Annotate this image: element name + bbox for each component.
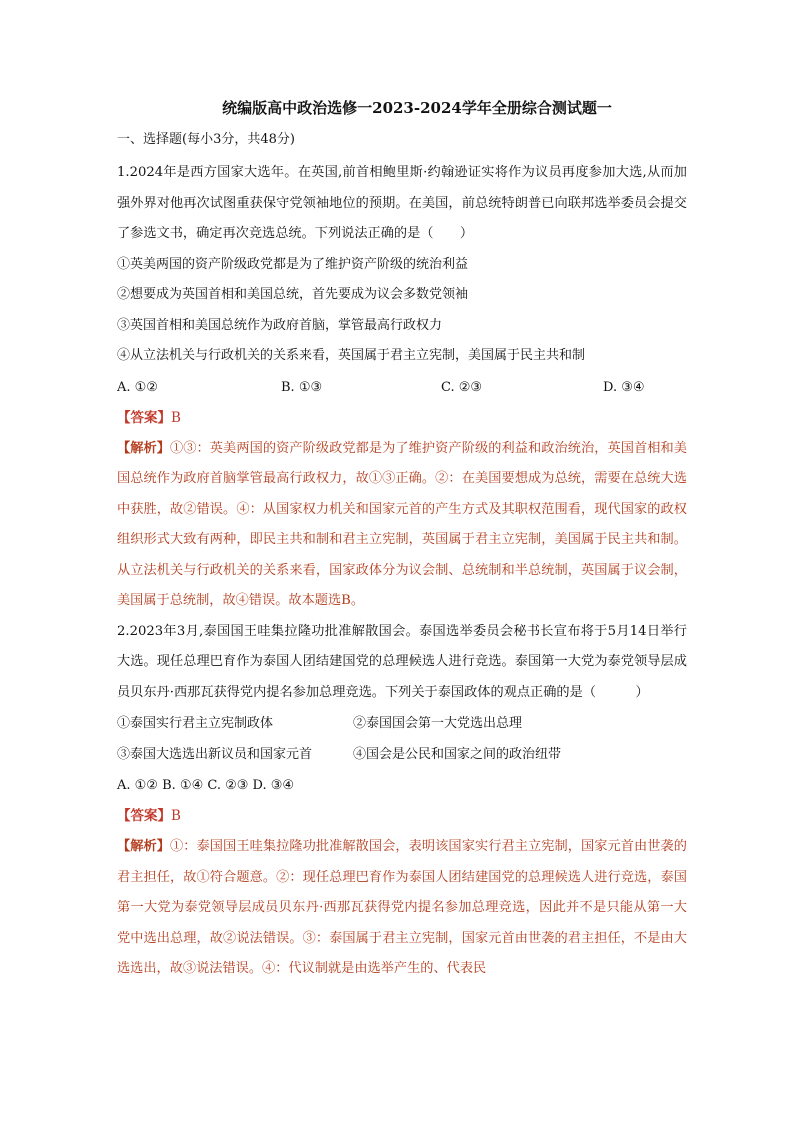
answer-tag: 【答案】 (117, 808, 171, 824)
question-2-option-3: ③泰国大选选出新议员和国家元首 (117, 747, 313, 762)
answer-value: B (171, 409, 181, 426)
section-heading: 一、选择题(每小3分，共48分) (117, 132, 295, 147)
question-1-option-4: ④从立法机关与行政机关的关系来看，英国属于君主立宪制，美国属于民主共和制 (117, 348, 586, 363)
question-1-analysis (117, 434, 687, 617)
question-2-stem: 2.2023年3月,泰国国王哇集拉隆功批准解散国会。泰国选举委员会秘书长宣布将于5月14日举行大选。现任总理巴育作为泰国人团结建国党的总理候选人进行竞选。泰国第一大党为泰党领导层成员贝东丹·西那瓦获得党内提名参加总理竞选。下列关于泰国政体的观点正确的是（ ） (117, 623, 687, 700)
question-1-stem: 1.2024年是西方国家大选年。在英国,前首相鲍里斯·约翰逊证实将作为议员再度参加大选,从而加强外界对他再次试图重获保守党领袖地位的预期。在美国，前总统特朗普已向联邦选举委员会提交了参选文书，确定再次竞选总统。下列说法正确的是（ ） (117, 165, 687, 241)
question-1-option-2: ②想要成为英国首相和美国总统，首先要成为议会多数党领袖 (117, 287, 469, 302)
question-1-answer (117, 403, 687, 434)
choice-a: A. ①② (117, 379, 158, 395)
choice-b: B. ①③ (281, 379, 323, 395)
question-2-answer (117, 801, 687, 832)
question-2-choices: A. ①② B. ①④ C. ②③ D. ③④ (117, 778, 295, 793)
document-content (117, 158, 687, 985)
document-title: 统编版高中政治选修一2023-2024学年全册综合测试题一 (222, 99, 612, 117)
analysis-tag: 【解析】 (117, 839, 171, 854)
question-2-option-4: ④国会是公民和国家之间的政治纽带 (353, 747, 562, 762)
choice-c: C. ②③ (441, 379, 483, 395)
question-2-options-row-1 (117, 708, 687, 739)
analysis-tag: 【解析】 (117, 440, 171, 456)
answer-tag: 【答案】 (117, 409, 171, 426)
choice-d: D. ③④ (603, 379, 645, 395)
analysis-text: ①：泰国国王哇集拉隆功批准解散国会，表明该国家实行君主立宪制，国家元首由世袭的君主担任，故①符合题意。②：现任总理巴育作为泰国人团结建国党的总理候选人进行竞选，泰国第一大党为泰党领导层成员贝东丹·西那瓦获得党内提名参加总理竞选，因此并不是只能从第一大党中选出总理，故②说法错误。③：泰国属于君主立宪制，国家元首由世袭的君主担任，不是由大选选出，故③说法错误。④：代议制就是由选举产生的、代表民 (117, 839, 687, 976)
question-2-analysis (117, 832, 687, 985)
question-2-option-2: ②泰国国会第一大党选出总理 (353, 716, 523, 731)
question-2-option-1: ①泰国实行君主立宪制政体 (117, 716, 274, 731)
question-1-option-1: ①英美两国的资产阶级政党都是为了维护资产阶级的统治利益 (117, 256, 469, 272)
question-1-option-3: ③英国首相和美国总统作为政府首脑，掌管最高行政权力 (117, 317, 443, 333)
analysis-text: ①③：英美两国的资产阶级政党都是为了维护资产阶级的利益和政治统治，英国首相和美国总统作为政府首脑掌管最高行政权力，故①③正确。②：在美国要想成为总统，需要在总统大选中获胜，故②错误。④：从国家权力机关和国家元首的产生方式及其职权范围看，现代国家的政权组织形式大致有两种，即民主共和制和君主立宪制，英国属于君主立宪制，美国属于民主共和制。从立法机关与行政机关的关系来看，国家政体分为议会制、总统制和半总统制，英国属于议会制，美国属于总统制，故④错误。故本题选B。 (117, 440, 687, 608)
answer-value: B (171, 808, 181, 824)
question-1-choices (117, 372, 687, 403)
question-2-options-row-2 (117, 739, 687, 770)
